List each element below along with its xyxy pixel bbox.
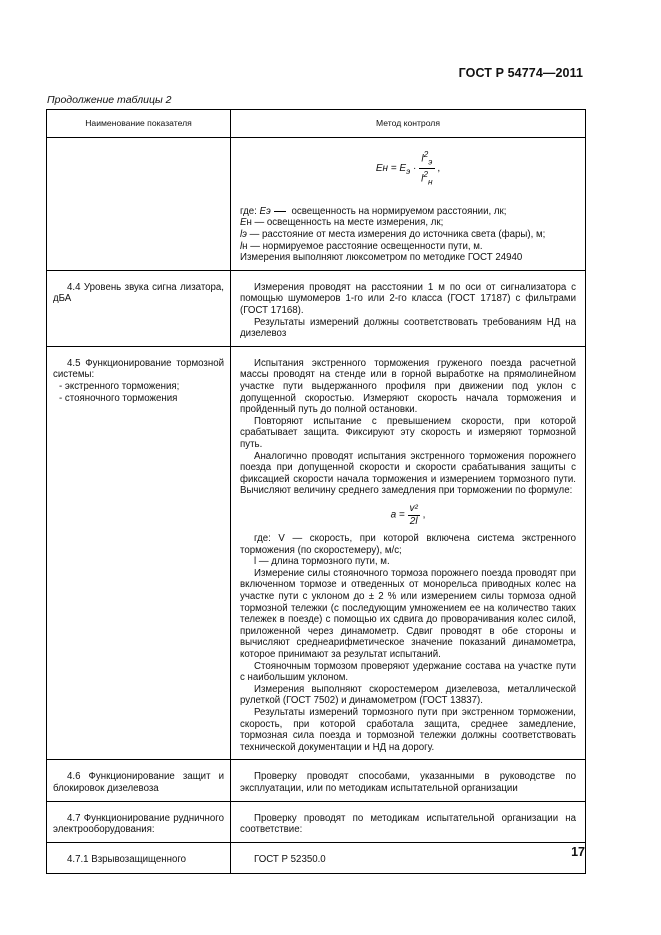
method-paragraph: Проверку проводят по методикам испытательной организации на соответствие: — [240, 812, 576, 836]
formula-numerator: v² — [409, 502, 418, 514]
method-paragraph: Повторяют испытание с превышением скорости, при которой срабатывает защита. Фиксируют эту скорость и измеряют тормозной путь. — [240, 415, 576, 450]
method-paragraph: Испытания экстренного торможения груженого поезда расчетной массы проводят на стенде или в горной выработке на прямолинейном участке пути выдержанного профиля при движении под уклон с допущенной скоростью. Измеряют скорость начала торможения и пройденный путь до полной остановки. — [240, 357, 576, 416]
table-header-row — [47, 110, 586, 138]
method-cell — [231, 138, 586, 271]
document-code: ГОСТ Р 54774—2011 — [458, 66, 583, 80]
method-cell — [231, 760, 586, 801]
where-line: l — длина тормозного пути, м. — [254, 556, 390, 568]
method-cell — [231, 801, 586, 842]
where-line: Измерения выполняют люксометром по методике ГОСТ 24940 — [240, 252, 523, 264]
table-row — [47, 842, 586, 874]
method-cell — [231, 270, 586, 346]
method-paragraph: Результаты измерений должны соответствовать требованиям НД на дизелевоз — [240, 316, 576, 340]
indicator-cell: 4.4 Уровень звука сигна лизатора, дБА — [47, 270, 231, 346]
formula-denominator: 2l — [409, 515, 418, 527]
formula-lhs-sub: э — [406, 166, 411, 177]
formula-lhs: a = — [390, 509, 405, 521]
where-line: lн — нормируемое расстояние освещенности пути, м. — [240, 240, 483, 252]
indicator-cell: 4.7.1 Взрывозащищенного — [47, 842, 231, 874]
method-paragraph: Аналогично проводят испытания экстренного торможения порожнего поезда при допущенной скорости и скорости срабатывания защиты с фиксацией скорости начала торможения и измерением тормозного пути. Вычисляют величину среднего замедления при торможении по формуле: — [240, 450, 576, 497]
formula-numerator-sub: э — [428, 156, 433, 167]
indicator-cell-empty — [47, 138, 231, 271]
where-line: Eн — освещенность на месте измерения, лк; — [240, 217, 444, 229]
method-cell — [231, 346, 586, 760]
formula-numerator-sup: 2 — [423, 149, 429, 159]
where-line: где: V — скорость, при которой включена система экстренного торможения (по скоростемеру), м/с; — [240, 533, 576, 556]
indicator-cell: 4.5 Функционирование тормозной системы: - экстренного торможения; - стояночного торможения — [47, 346, 231, 760]
method-paragraph: Стояночным тормозом проверяют удержание состава на участке пути с наибольшим уклоном. — [240, 660, 576, 684]
table-row — [47, 346, 586, 760]
formula-numerator: l — [421, 153, 424, 165]
indicator-subitem: - экстренного торможения; — [59, 380, 180, 392]
method-paragraph: Результаты измерений тормозного пути при экстренном торможении, скорость, при которой сработала защита, среднее замедление, тормозная сила поезда и тормозной тележки должны соответствовать технической документации и НД на дорогу. — [240, 707, 576, 753]
table-row — [47, 270, 586, 346]
formula-tail: , — [422, 509, 426, 521]
column-header-indicator: Наименование показателя — [47, 110, 231, 138]
formula-fraction — [408, 503, 420, 527]
where-line: где: Eэ освещенность на нормируемом расстоянии, лк; — [240, 205, 507, 217]
table-row — [47, 760, 586, 801]
method-paragraph: Измерение силы стояночного тормоза порожнего поезда проводят при включенном тормозе и отведенных от монорельса приводных колес на участке пути с уклоном до ± 2 % или измерением силы тормоза одной тормозной тележки (с последующим умножением ее на количество таких тележек в поезде) с помощью их сдвига до проворачивания колес силой, приложенной через динамометр. Сдвиг проводят в обе стороны и вычисляют среднеарифметическое значение показаний динамометра, которое принимают за результат испытаний. — [240, 567, 576, 661]
indicator-subitem: - стояночного торможения — [59, 392, 178, 404]
illuminance-formula: Ен = $Е_э$ · $\frac{l^2_э}{l^2_н}$ , — [375, 149, 441, 187]
table-caption: Продолжение таблицы 2 — [47, 94, 172, 106]
formula-denominator-sub: н — [427, 176, 433, 187]
formula-denominator-sup: 2 — [423, 168, 428, 179]
indicator-cell: 4.7 Функционирование рудничного электрооборудования: — [47, 801, 231, 842]
formula-lhs: Ен = Е — [375, 163, 407, 175]
where-line: lэ — расстояние от места измерения до источника света (фары), м; — [240, 229, 546, 241]
method-cell — [231, 842, 586, 874]
formula-fraction — [419, 149, 434, 188]
formula-denominator: l — [421, 173, 424, 185]
table-row — [47, 138, 586, 271]
indicator-cell: 4.6 Функционирование защит и блокировок дизелевоза — [47, 760, 231, 801]
method-paragraph: Измерения проводят на расстоянии 1 м по оси от сигнализатора с помощью шумомеров 1-го или 2-го класса (ГОСТ 17187) с фильтрами (ГОСТ 17168). — [240, 281, 576, 316]
table-row — [47, 801, 586, 842]
specification-table — [46, 109, 586, 874]
column-header-method: Метод контроля — [231, 110, 586, 138]
formula-tail: , — [437, 163, 441, 175]
page-number: 17 — [571, 845, 585, 859]
method-paragraph: Измерения выполняют скоростемером дизелевоза, металлической рулеткой (ГОСТ 7502) и динамометром (ГОСТ 13837). — [240, 683, 576, 707]
method-paragraph: Проверку проводят способами, указанными в руководстве по эксплуатации, или по методикам испытательной организации — [240, 771, 576, 794]
method-paragraph: ГОСТ Р 52350.0 — [254, 853, 326, 865]
deceleration-formula — [240, 503, 576, 527]
